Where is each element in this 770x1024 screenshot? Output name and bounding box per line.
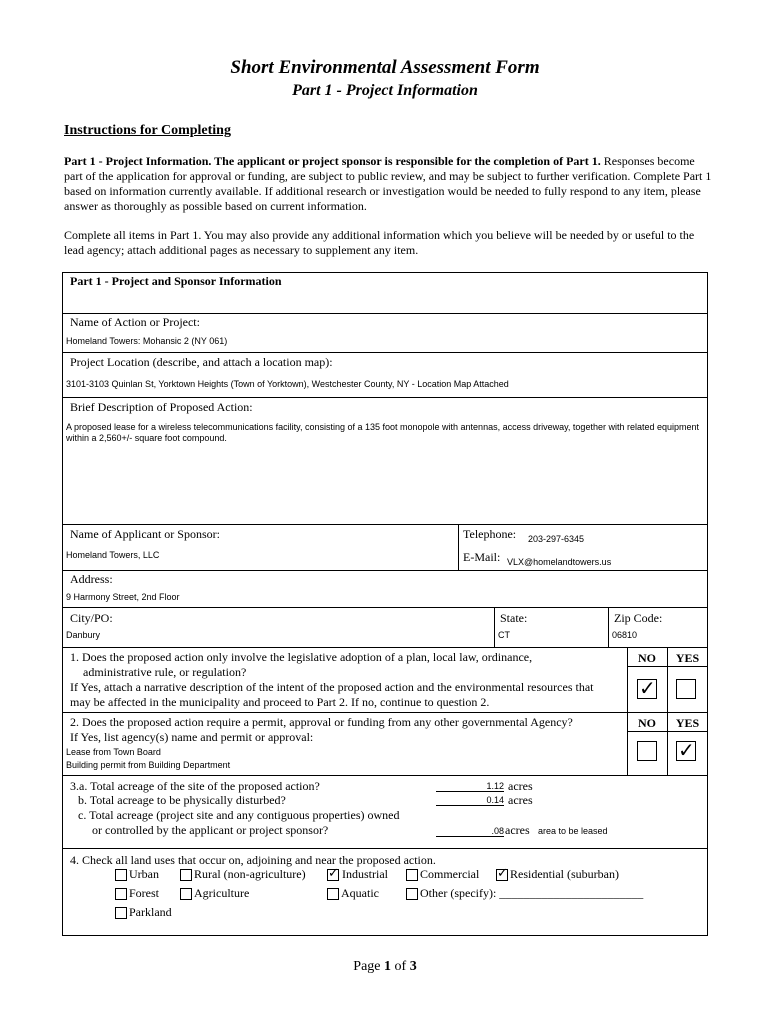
- page-footer: [0, 959, 770, 975]
- checkmark-icon: ✓: [639, 676, 656, 700]
- divider: [608, 607, 609, 647]
- q2-yes-label: YES: [675, 716, 700, 730]
- aquatic-checkbox[interactable]: [327, 888, 339, 900]
- divider: [458, 524, 459, 570]
- checkmark-icon: ✓: [678, 738, 695, 762]
- industrial-label: Industrial: [342, 867, 388, 881]
- divider: [62, 397, 708, 398]
- instructions-p1-rest: Responses become part of the application for approval or funding, are subject to public review, and may be subject to further verification. Complete Part 1 based on information currently available. If additional research or investigation would be needed to fully respond to any item, please answer as thoroughly as possible based on current information.: [64, 154, 712, 213]
- q2-agency-2[interactable]: Building permit from Building Department: [66, 760, 231, 770]
- q2-text-line1: 2. Does the proposed action require a permit, approval or funding from any other governmental Agency?: [70, 715, 573, 729]
- agriculture-checkbox[interactable]: [180, 888, 192, 900]
- divider: [62, 607, 708, 608]
- state-field[interactable]: CT: [498, 630, 510, 640]
- industrial-checkbox[interactable]: [327, 866, 339, 881]
- q3a-label: 3.a. Total acreage of the site of the proposed action?: [70, 779, 320, 793]
- q3b-field[interactable]: 0.14: [436, 795, 504, 806]
- city-label: City/PO:: [70, 611, 113, 625]
- divider: [62, 352, 708, 353]
- rural-checkbox[interactable]: [180, 869, 192, 881]
- q2-no-label: NO: [638, 716, 656, 730]
- instructions-heading: Instructions for Completing: [64, 123, 231, 138]
- q1-text-line2: administrative rule, or regulation?: [83, 665, 247, 679]
- zip-label: Zip Code:: [614, 611, 663, 625]
- q2-agency-1[interactable]: Lease from Town Board: [66, 747, 161, 757]
- q3b-unit: acres: [508, 793, 533, 807]
- location-label: Project Location (describe, and attach a location map):: [70, 355, 333, 369]
- applicant-label: Name of Applicant or Sponsor:: [70, 527, 220, 541]
- q1-text-line1: 1. Does the proposed action only involve the legislative adoption of a plan, local law, ordinance,: [70, 650, 533, 664]
- q1-text-line4: may be affected in the municipality and proceed to Part 2. If no, continue to question 2.: [70, 695, 490, 709]
- agriculture-label: Agriculture: [194, 886, 250, 900]
- address-label: Address:: [70, 572, 113, 586]
- parkland-label: Parkland: [129, 905, 172, 919]
- telephone-label: Telephone:: [463, 527, 517, 541]
- q3c-note: area to be leased: [538, 826, 608, 836]
- page-total: 3: [409, 959, 417, 974]
- telephone-field[interactable]: 203-297-6345: [528, 534, 585, 544]
- zip-field[interactable]: 06810: [612, 630, 638, 640]
- q1-no-checkbox[interactable]: [637, 676, 657, 700]
- forest-label: Forest: [129, 886, 159, 900]
- instructions-p1-bold: Part 1 - Project Information. The applicant or project sponsor is responsible for the completion of Part 1.: [64, 154, 601, 168]
- instructions-paragraph-1: [64, 154, 714, 214]
- section-header: Part 1 - Project and Sponsor Information: [70, 274, 282, 288]
- q1-yes-label: YES: [675, 651, 700, 665]
- q4-label: 4. Check all land uses that occur on, adjoining and near the proposed action.: [70, 853, 436, 867]
- divider: [62, 524, 708, 525]
- q3c-label-line2: or controlled by the applicant or project sponsor?: [92, 823, 329, 837]
- other-label[interactable]: Other (specify): ________________________: [420, 886, 644, 900]
- instructions-paragraph-2: Complete all items in Part 1. You may also provide any additional information which you believe will be needed by or useful to the lead agency; attach additional pages as necessary to supplement any item.: [64, 228, 695, 257]
- divider: [62, 313, 708, 314]
- q3a-field[interactable]: 1.12: [436, 781, 504, 792]
- city-field[interactable]: Danbury: [66, 630, 101, 640]
- commercial-label: Commercial: [420, 867, 480, 881]
- page-mid: of: [391, 959, 410, 974]
- checkmark-icon: ✓: [497, 866, 508, 881]
- q3c-unit: acres: [505, 823, 530, 837]
- page-prefix: Page: [353, 959, 385, 974]
- q1-text-line3: If Yes, attach a narrative description of the intent of the proposed action and the environmental resources that: [70, 680, 594, 694]
- residential-label: Residential (suburban): [510, 867, 619, 881]
- page-number: 1: [384, 959, 392, 974]
- rural-label: Rural (non-agriculture): [194, 867, 306, 881]
- divider: [62, 848, 708, 849]
- q3c-field[interactable]: .08: [436, 826, 504, 837]
- divider: [494, 607, 495, 647]
- applicant-field[interactable]: Homeland Towers, LLC: [66, 550, 160, 560]
- q3c-label-line1: c. Total acreage (project site and any contiguous properties) owned: [78, 808, 400, 822]
- divider: [627, 731, 708, 732]
- q2-text-line2: If Yes, list agency(s) name and permit or approval:: [70, 730, 314, 744]
- forest-checkbox[interactable]: [115, 888, 127, 900]
- divider: [62, 712, 708, 713]
- divider: [62, 647, 708, 648]
- urban-label: Urban: [129, 867, 159, 881]
- action-name-label: Name of Action or Project:: [70, 315, 200, 329]
- other-checkbox[interactable]: [406, 888, 418, 900]
- form-subtitle: Part 1 - Project Information: [292, 82, 478, 99]
- parkland-checkbox[interactable]: [115, 907, 127, 919]
- divider: [62, 570, 708, 571]
- q2-yes-checkbox[interactable]: [676, 738, 696, 762]
- form-title: Short Environmental Assessment Form: [230, 57, 540, 78]
- aquatic-label: Aquatic: [341, 886, 379, 900]
- q1-no-label: NO: [638, 651, 656, 665]
- checkmark-icon: ✓: [328, 866, 339, 881]
- residential-checkbox[interactable]: [496, 866, 508, 881]
- divider: [62, 775, 708, 776]
- urban-checkbox[interactable]: [115, 869, 127, 881]
- email-label: E-Mail:: [463, 550, 501, 564]
- action-name-field[interactable]: Homeland Towers: Mohansic 2 (NY 061): [66, 336, 228, 346]
- location-field[interactable]: 3101-3103 Quinlan St, Yorktown Heights (Town of Yorktown), Westchester County, NY - Location Map Attached: [66, 379, 509, 389]
- address-field[interactable]: 9 Harmony Street, 2nd Floor: [66, 592, 180, 602]
- q2-no-checkbox[interactable]: [637, 741, 657, 761]
- commercial-checkbox[interactable]: [406, 869, 418, 881]
- state-label: State:: [500, 611, 528, 625]
- q3a-unit: acres: [508, 779, 533, 793]
- email-field[interactable]: VLX@homelandtowers.us: [507, 557, 612, 567]
- description-label: Brief Description of Proposed Action:: [70, 400, 253, 414]
- q3b-label: b. Total acreage to be physically disturbed?: [78, 793, 286, 807]
- description-field[interactable]: A proposed lease for a wireless telecommunications facility, consisting of a 135 foot monopole with antennas, access driveway, together with related equipment within a 2,560+/- square foot compound.: [66, 422, 700, 443]
- q1-yes-checkbox[interactable]: [676, 679, 696, 699]
- divider: [627, 666, 708, 667]
